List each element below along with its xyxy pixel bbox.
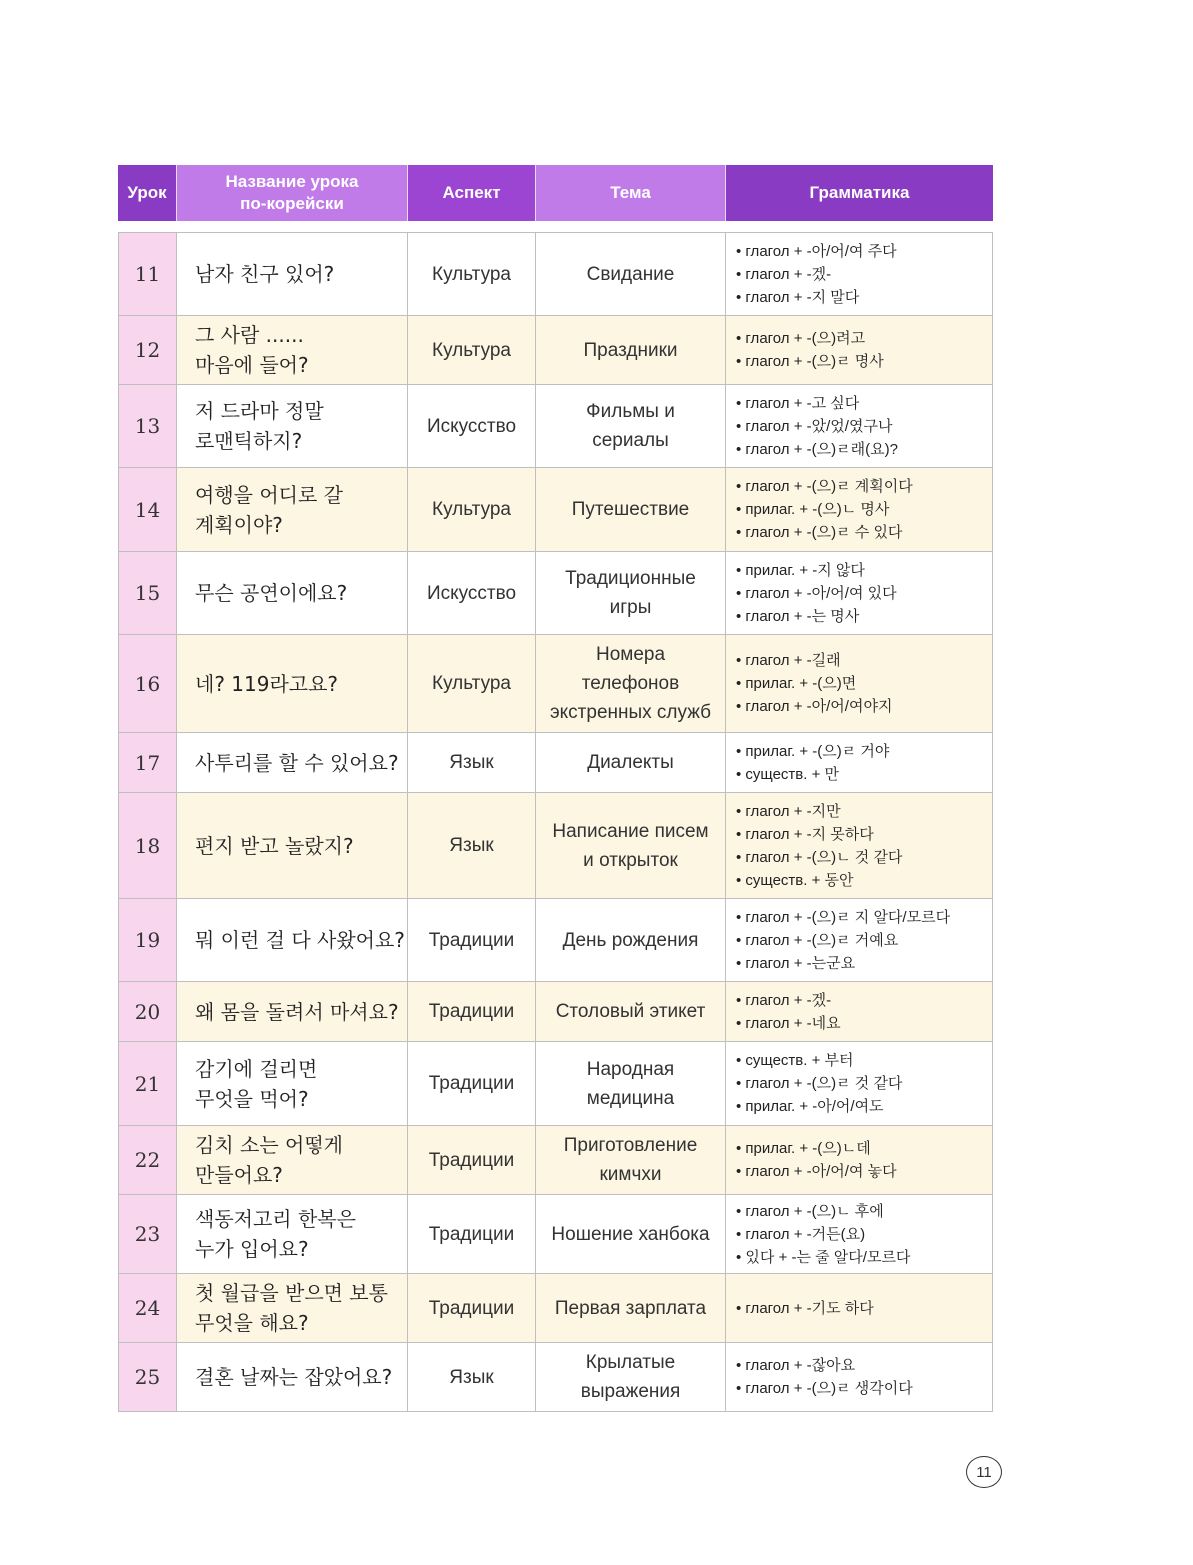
lesson-number: 11 [118, 233, 176, 315]
lesson-title: 무슨 공연이에요? [176, 552, 407, 634]
table-row [118, 982, 993, 1042]
lesson-theme: Первая зарплата [535, 1274, 725, 1342]
lesson-title: 편지 받고 놀랐지? [176, 793, 407, 898]
lesson-title: 뭐 이런 걸 다 사왔어요? [176, 899, 407, 981]
grammar-item: • глагол + -(으)ㄹ 명사 [736, 353, 884, 370]
lesson-title: 사투리를 할 수 있어요? [176, 733, 407, 792]
lessons-table [118, 232, 993, 1412]
lesson-title: 그 사람 ...... 마음에 들어? [176, 316, 407, 384]
grammar-item: • глагол + -고 싶다 [736, 394, 860, 412]
table-row [118, 1343, 993, 1412]
lesson-aspect: Искусство [407, 385, 535, 467]
grammar-item: • существ. + 부터 [736, 1052, 854, 1069]
grammar-item: • прилаг. + -(으)ㄴ 명사 [736, 501, 890, 518]
lesson-aspect: Культура [407, 316, 535, 384]
grammar-item: • глагол + -(으)ㄹ 지 알다/모르다 [736, 908, 951, 926]
lesson-theme: Номера телефонов экстренных служб [535, 635, 725, 732]
table-header [118, 165, 993, 221]
grammar-item: • глагол + -지 말다 [736, 288, 860, 306]
lesson-theme: Традиционные игры [535, 552, 725, 634]
lesson-aspect: Язык [407, 793, 535, 898]
grammar-item: • глагол + -(으)ㄹ 거예요 [736, 931, 899, 949]
grammar-item: • глагол + -아/어/여 놓다 [736, 1163, 897, 1180]
lesson-grammar [725, 1343, 993, 1411]
lesson-number: 15 [118, 552, 176, 634]
lesson-theme: Путешествие [535, 468, 725, 551]
grammar-item: • глагол + -기도 하다 [736, 1299, 874, 1317]
lesson-title: 감기에 걸리면 무엇을 먹어? [176, 1042, 407, 1125]
grammar-item: • глагол + -아/어/여 있다 [736, 584, 897, 602]
lesson-grammar [725, 552, 993, 634]
lesson-grammar [725, 982, 993, 1041]
table-row [118, 793, 993, 899]
grammar-item: • глагол + -잖아요 [736, 1357, 856, 1374]
lesson-grammar [725, 1274, 993, 1342]
lesson-grammar [725, 1126, 993, 1194]
lesson-number: 18 [118, 793, 176, 898]
lesson-title: 네? 119라고요? [176, 635, 407, 732]
grammar-item: • глагол + -지만 [736, 802, 841, 820]
grammar-item: • глагол + -(으)ㄹ 것 같다 [736, 1075, 903, 1092]
lesson-grammar [725, 793, 993, 898]
lesson-theme: Столовый этикет [535, 982, 725, 1041]
lesson-number: 16 [118, 635, 176, 732]
lesson-aspect: Традиции [407, 982, 535, 1041]
table-row [118, 899, 993, 982]
table-row [118, 1274, 993, 1343]
lesson-theme: Свидание [535, 233, 725, 315]
lesson-number: 14 [118, 468, 176, 551]
header-theme: Тема [535, 165, 725, 221]
grammar-item: • глагол + -지 못하다 [736, 825, 874, 843]
grammar-item: • глагол + -(으)려고 [736, 330, 866, 347]
lesson-aspect: Традиции [407, 1042, 535, 1125]
lesson-number: 22 [118, 1126, 176, 1194]
lesson-number: 12 [118, 316, 176, 384]
grammar-item: • глагол + -겠- [736, 265, 832, 283]
grammar-item: • глагол + -아/어/여야지 [736, 698, 893, 715]
grammar-item: • глагол + -(으)ㄴ 것 같다 [736, 848, 903, 866]
lesson-theme: Фильмы и сериалы [535, 385, 725, 467]
lesson-grammar [725, 385, 993, 467]
lesson-title: 첫 월급을 받으면 보통 무엇을 해요? [176, 1274, 407, 1342]
lesson-grammar [725, 316, 993, 384]
grammar-item: • глагол + -는 명사 [736, 607, 860, 625]
lesson-aspect: Традиции [407, 1126, 535, 1194]
table-row [118, 635, 993, 733]
table-row [118, 1042, 993, 1126]
lesson-number: 21 [118, 1042, 176, 1125]
grammar-item: • глагол + -았/었/였구나 [736, 417, 893, 435]
lesson-grammar [725, 635, 993, 732]
table-row [118, 233, 993, 316]
lesson-aspect: Культура [407, 635, 535, 732]
lesson-aspect: Традиции [407, 1195, 535, 1273]
grammar-item: • глагол + -거든(요) [736, 1225, 866, 1243]
grammar-item: • прилаг. + -(으)ㄹ 거야 [736, 742, 890, 760]
lesson-theme: Написание писем и открыток [535, 793, 725, 898]
lesson-number: 19 [118, 899, 176, 981]
page-number: 11 [966, 1456, 1002, 1488]
lesson-grammar [725, 899, 993, 981]
header-title: Название урока по-корейски [176, 165, 407, 221]
table-row [118, 1195, 993, 1274]
lesson-aspect: Язык [407, 1343, 535, 1411]
grammar-item: • прилаг. + -아/어/여도 [736, 1098, 884, 1115]
lesson-grammar [725, 468, 993, 551]
grammar-item: • глагол + -아/어/여 주다 [736, 242, 897, 260]
lesson-theme: Приготовление кимчхи [535, 1126, 725, 1194]
lesson-number: 20 [118, 982, 176, 1041]
lesson-grammar [725, 733, 993, 792]
header-aspect: Аспект [407, 165, 535, 221]
grammar-item: • глагол + -(으)ㄹ 수 있다 [736, 524, 903, 541]
table-row [118, 316, 993, 385]
grammar-item: • глагол + -길래 [736, 652, 841, 669]
lesson-title: 여행을 어디로 갈 계획이야? [176, 468, 407, 551]
grammar-item: • прилаг. + -(으)면 [736, 675, 857, 692]
lesson-title: 저 드라마 정말 로맨틱하지? [176, 385, 407, 467]
lesson-theme: Народная медицина [535, 1042, 725, 1125]
table-row [118, 1126, 993, 1195]
lesson-aspect: Язык [407, 733, 535, 792]
lesson-theme: Ношение ханбока [535, 1195, 725, 1273]
table-row [118, 468, 993, 552]
grammar-item: • прилаг. + -지 않다 [736, 561, 865, 579]
grammar-item: • глагол + -네요 [736, 1014, 841, 1032]
lesson-number: 24 [118, 1274, 176, 1342]
lesson-aspect: Культура [407, 468, 535, 551]
lesson-number: 25 [118, 1343, 176, 1411]
grammar-item: • глагол + -(으)ㄹ 생각이다 [736, 1380, 913, 1397]
lesson-title: 결혼 날짜는 잡았어요? [176, 1343, 407, 1411]
lesson-theme: Праздники [535, 316, 725, 384]
lesson-aspect: Традиции [407, 899, 535, 981]
grammar-item: • глагол + -겠- [736, 991, 832, 1009]
lesson-grammar [725, 233, 993, 315]
lesson-aspect: Традиции [407, 1274, 535, 1342]
header-lesson: Урок [118, 165, 176, 221]
table-row [118, 733, 993, 793]
grammar-item: • прилаг. + -(으)ㄴ데 [736, 1140, 871, 1157]
lesson-number: 23 [118, 1195, 176, 1273]
lesson-aspect: Культура [407, 233, 535, 315]
lesson-number: 13 [118, 385, 176, 467]
header-grammar: Грамматика [725, 165, 993, 221]
lesson-title: 김치 소는 어떻게 만들어요? [176, 1126, 407, 1194]
lesson-theme: Диалекты [535, 733, 725, 792]
grammar-item: • глагол + -(으)ㄹ 계획이다 [736, 478, 913, 495]
lesson-theme: День рождения [535, 899, 725, 981]
lesson-grammar [725, 1042, 993, 1125]
grammar-item: • глагол + -는군요 [736, 954, 856, 972]
lesson-aspect: Искусство [407, 552, 535, 634]
lesson-title: 남자 친구 있어? [176, 233, 407, 315]
lesson-number: 17 [118, 733, 176, 792]
table-row [118, 385, 993, 468]
grammar-item: • существ. + 동안 [736, 871, 854, 889]
grammar-item: • глагол + -(으)ㄴ 후에 [736, 1202, 884, 1220]
lesson-grammar [725, 1195, 993, 1273]
lesson-theme: Крылатые выражения [535, 1343, 725, 1411]
grammar-item: • 있다 + -는 줄 알다/모르다 [736, 1248, 911, 1266]
grammar-item: • глагол + -(으)ㄹ래(요)? [736, 440, 898, 458]
lesson-title: 색동저고리 한복은 누가 입어요? [176, 1195, 407, 1273]
grammar-item: • существ. + 만 [736, 765, 840, 783]
lesson-title: 왜 몸을 돌려서 마셔요? [176, 982, 407, 1041]
table-row [118, 552, 993, 635]
